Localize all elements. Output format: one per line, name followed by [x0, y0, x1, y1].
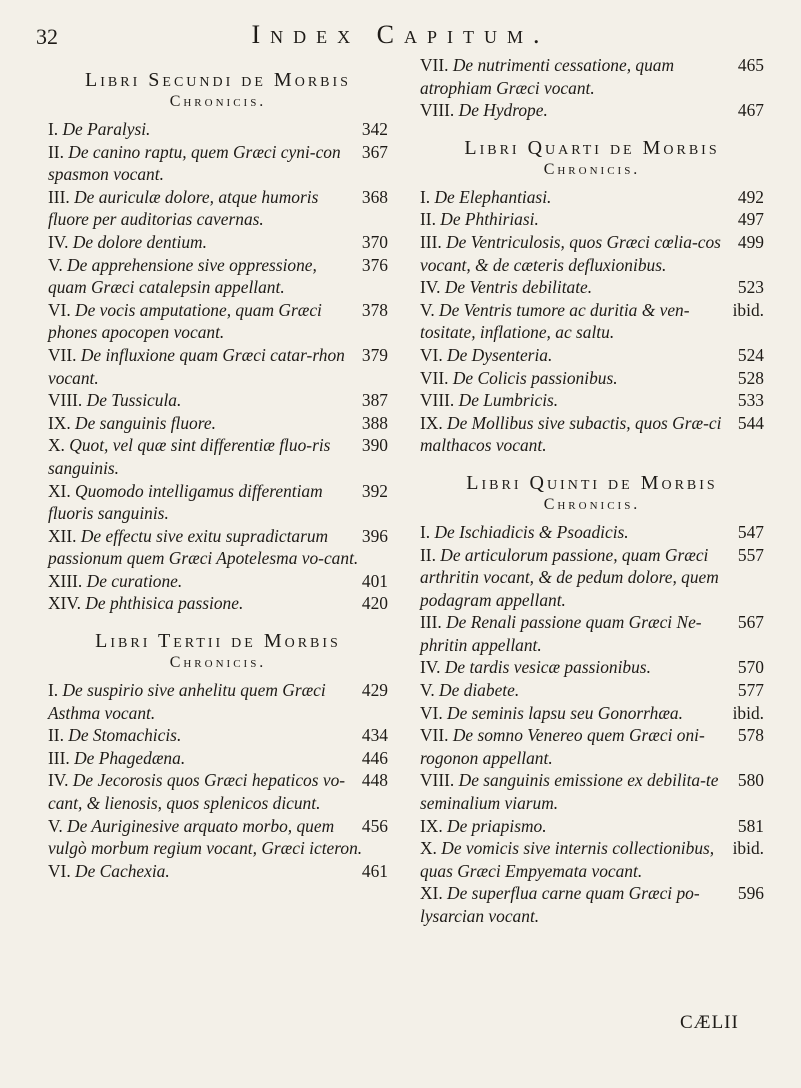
entry-page: ibid. [732, 702, 764, 723]
entry-number: X. [420, 838, 437, 859]
entry-number: IV. [420, 277, 441, 298]
entry-title: De dolore dentium. [68, 231, 207, 252]
index-entry [48, 231, 388, 254]
entry-number: X. [48, 435, 65, 456]
entry-number: V. [420, 299, 435, 320]
index-entry [420, 724, 764, 769]
section-subtitle: Chronicis. [543, 160, 641, 178]
entry-title: De Auriginesive arquato morbo, quem vulgò morbum regium vocant, Græci icteron. [48, 815, 363, 859]
entry-title: De phthisica passione. [81, 593, 244, 614]
index-column-right [420, 54, 764, 928]
entry-page: 368 [361, 186, 388, 207]
entry-page: 497 [737, 209, 764, 230]
entry-page: 378 [361, 299, 388, 320]
entry-title: De sanguinis emissione ex debilita-te seminalium viarum. [420, 770, 719, 814]
entry-page: ibid. [732, 299, 764, 320]
entry-number: II. [48, 141, 64, 162]
entry-page: 434 [361, 725, 388, 746]
index-entry [48, 186, 388, 231]
entry-number: III. [48, 747, 70, 768]
index-entry [420, 679, 764, 702]
entry-number: III. [420, 231, 442, 252]
entry-page: 492 [737, 186, 764, 207]
section-heading [48, 629, 388, 673]
entry-page: ibid. [732, 838, 764, 859]
entry-number: XII. [48, 525, 77, 546]
index-entry [48, 570, 388, 593]
index-entry [48, 141, 388, 186]
entry-number: XIII. [48, 570, 83, 591]
entry-page: 581 [737, 815, 764, 836]
entry-page: 499 [737, 231, 764, 252]
index-entry [48, 344, 388, 389]
entry-page: 390 [361, 435, 388, 456]
entry-title: De Ventris debilitate. [440, 277, 593, 298]
section-title: Libri Quarti de Morbis [464, 136, 720, 159]
entry-number: III. [48, 186, 70, 207]
index-entry [420, 389, 764, 412]
entry-page: 557 [737, 544, 764, 565]
section-heading [420, 471, 764, 515]
entry-title: Quomodo intelligamus differentiam fluoris sanguinis. [48, 480, 323, 524]
index-entry [420, 299, 764, 344]
entry-title: De suspirio sive anhelitu quem Græci Asthma vocant. [48, 680, 326, 723]
entry-title: De seminis lapsu seu Gonorrhæa. [442, 702, 683, 723]
entry-title: De Tussicula. [82, 390, 182, 411]
entry-title: De priapismo. [442, 815, 547, 836]
entry-title: De Jecorosis quos Græci hepaticos vo-cant, & lienosis, quos splenicos dicunt. [48, 770, 346, 814]
entry-title: De articulorum passione, quam Græci arthritin vocant, & de pedum dolore, quem podagram appellant. [420, 544, 719, 610]
index-entry [420, 544, 764, 612]
entry-number: VIII. [420, 770, 455, 791]
entry-page: 388 [361, 412, 388, 433]
entry-number: VI. [48, 299, 71, 320]
entry-number: IV. [420, 657, 441, 678]
section-title: Libri Quinti de Morbis [466, 471, 718, 494]
entry-title: De effectu sive exitu supradictarum passionum quem Græci Apotelesma vo-cant. [48, 525, 359, 569]
index-entry [420, 702, 764, 725]
entry-title: De Ventriculosis, quos Græci cœlia-cos vocant, & de cæteris defluxionibus. [420, 231, 721, 275]
entry-number: IX. [48, 412, 71, 433]
entry-page: 342 [361, 119, 388, 139]
index-column-left [48, 54, 388, 882]
entry-title: De Ventris tumore ac duritia & ven-tositate, inflatione, ac saltu. [420, 299, 690, 343]
entry-page: 465 [737, 55, 764, 75]
entry-number: VII. [420, 55, 449, 75]
entry-number: V. [420, 680, 435, 701]
section-subtitle: Chronicis. [169, 93, 267, 110]
entry-page: 396 [361, 525, 388, 546]
entry-page: 570 [737, 657, 764, 678]
entry-number: I. [48, 119, 59, 139]
index-entry [420, 99, 764, 122]
index-entry [48, 815, 388, 860]
entry-number: IV. [48, 770, 69, 791]
entry-number: IX. [420, 412, 443, 433]
entry-number: II. [420, 544, 436, 565]
entry-number: XIV. [48, 593, 82, 614]
entry-title: De tardis vesicæ passionibus. [440, 657, 651, 678]
entry-title: De Hydrope. [454, 100, 548, 121]
entry-number: I. [48, 680, 59, 701]
index-entry [48, 299, 388, 344]
entry-page: 420 [361, 593, 388, 614]
entry-title: De Mollibus sive subactis, quos Græ-ci malthacos vocant. [420, 412, 722, 456]
entry-number: VIII. [420, 100, 455, 121]
index-entry [420, 815, 764, 838]
entry-title: De somno Venereo quem Græci oni-rogonon appellant. [420, 725, 705, 768]
entry-number: III. [420, 612, 442, 633]
index-entry [420, 412, 764, 457]
index-entry [420, 521, 764, 544]
section-heading [48, 68, 388, 112]
entry-number: VI. [48, 860, 71, 881]
entry-page: 533 [737, 390, 764, 411]
section-subtitle: Chronicis. [169, 654, 267, 672]
entry-number: XI. [48, 480, 71, 501]
entry-title: De diabete. [434, 680, 520, 701]
index-entry [48, 254, 388, 299]
index-entry [420, 231, 764, 276]
entry-number: VI. [420, 702, 443, 723]
entry-page: 376 [361, 254, 388, 275]
entry-page: 392 [361, 480, 388, 501]
entry-number: II. [420, 209, 436, 230]
entry-number: VIII. [420, 390, 455, 411]
entry-page: 456 [361, 815, 388, 836]
index-entry [420, 611, 764, 656]
entry-number: XI. [420, 883, 443, 904]
entry-page: 448 [361, 770, 388, 791]
entry-page: 467 [737, 100, 764, 121]
page-number: 32 [36, 24, 58, 49]
entry-title: De Ischiadicis & Psoadicis. [430, 521, 629, 542]
index-entry [48, 679, 388, 724]
entry-number: IV. [48, 231, 69, 252]
entry-page: 446 [361, 747, 388, 768]
index-entry [48, 412, 388, 435]
entry-title: De sanguinis fluore. [70, 412, 216, 433]
entry-page: 580 [737, 770, 764, 791]
entry-title: De vomicis sive internis collectionibus, quas Græci Empyemata vocant. [420, 838, 715, 881]
entry-title: De Cachexia. [70, 860, 170, 881]
entry-title: Quot, vel quæ sint differentiæ fluo-ris sanguinis. [48, 435, 331, 478]
entry-title: De Lumbricis. [454, 390, 559, 411]
entry-page: 544 [737, 412, 764, 433]
entry-page: 523 [737, 277, 764, 298]
entry-number: VII. [48, 344, 77, 365]
entry-title: De Stomachicis. [63, 725, 182, 746]
entry-page: 528 [737, 367, 764, 388]
entry-title: De superflua carne quam Græci po-lysarcian vocant. [420, 883, 700, 926]
entry-title: De canino raptu, quem Græci cyni-con spasmon vocant. [48, 141, 341, 185]
index-entry [420, 656, 764, 679]
index-entry [48, 480, 388, 525]
index-entry [48, 860, 388, 883]
entry-page: 367 [361, 141, 388, 162]
index-entry [420, 186, 764, 209]
section-title: Libri Secundi de Morbis [85, 69, 351, 91]
entry-title: De vocis amputatione, quam Græci phones apocopen vocant. [48, 299, 322, 343]
index-entry [420, 208, 764, 231]
index-entry [420, 367, 764, 390]
section-title: Libri Tertii de Morbis [95, 630, 341, 653]
catchword: CÆLII [680, 1012, 739, 1033]
entry-title: De Paralysi. [58, 119, 151, 139]
entry-page: 429 [361, 680, 388, 701]
entry-title: De apprehensione sive oppressione, quam Græci catalepsin appellant. [48, 254, 317, 298]
index-entry [420, 769, 764, 814]
section-subtitle: Chronicis. [543, 495, 641, 513]
entry-number: VIII. [48, 390, 83, 411]
index-entry [420, 276, 764, 299]
entry-title: De curatione. [82, 570, 183, 591]
entry-page: 567 [737, 612, 764, 633]
entry-title: De auriculæ dolore, atque humoris fluore per auditorias cavernas. [48, 186, 319, 230]
entry-number: VI. [420, 344, 443, 365]
index-entry [48, 389, 388, 412]
index-entry [48, 118, 388, 141]
entry-number: VII. [420, 725, 449, 746]
index-entry [48, 434, 388, 479]
index-entry [48, 769, 388, 814]
entry-number: II. [48, 725, 64, 746]
entry-title: De Renali passione quam Græci Ne-phritin appellant. [420, 612, 702, 655]
index-entry [420, 837, 764, 882]
entry-page: 401 [361, 570, 388, 591]
entry-page: 547 [737, 521, 764, 542]
entry-page: 578 [737, 725, 764, 746]
entry-page: 379 [361, 344, 388, 365]
entry-title: De Dysenteria. [442, 344, 553, 365]
entry-number: VII. [420, 367, 449, 388]
entry-number: V. [48, 815, 63, 836]
index-entry [420, 882, 764, 927]
section-heading [420, 136, 764, 180]
entry-page: 577 [737, 680, 764, 701]
entry-page: 461 [361, 860, 388, 881]
entry-page: 370 [361, 231, 388, 252]
entry-title: De Phagedæna. [69, 747, 186, 768]
entry-title: De Phthiriasi. [435, 209, 539, 230]
index-entry [48, 592, 388, 615]
entry-page: 596 [737, 883, 764, 904]
index-entry [48, 724, 388, 747]
entry-title: De nutrimenti cessatione, quam atrophiam Græci vocant. [420, 55, 675, 98]
index-entry [48, 747, 388, 770]
entry-page: 387 [361, 390, 388, 411]
entry-title: De Colicis passionibus. [448, 367, 618, 388]
index-entry [420, 344, 764, 367]
entry-number: V. [48, 254, 63, 275]
entry-page: 524 [737, 344, 764, 365]
entry-number: I. [420, 521, 431, 542]
running-title: Index Capitum. [251, 20, 550, 49]
index-entry [420, 54, 764, 99]
entry-number: IX. [420, 815, 443, 836]
entry-title: De influxione quam Græci catar-rhon vocant. [48, 344, 345, 388]
index-entry [48, 525, 388, 570]
entry-number: I. [420, 186, 431, 207]
entry-title: De Elephantiasi. [430, 186, 552, 207]
